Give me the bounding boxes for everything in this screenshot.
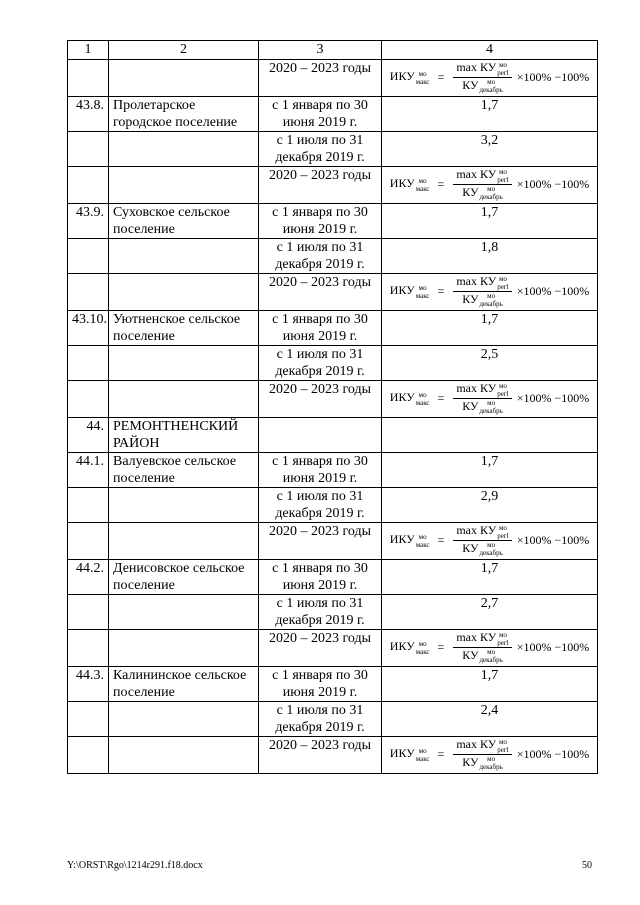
formula-lhs-sub: макс xyxy=(415,540,430,549)
settlement-name: Денисовское сельское поселение xyxy=(109,560,259,595)
formula-denominator xyxy=(459,541,506,557)
row-number xyxy=(68,737,109,774)
period: с 1 июля по 31 декабря 2019 г. xyxy=(259,132,382,167)
formula-tail: ×100% −100% xyxy=(516,532,590,547)
table-row xyxy=(68,167,598,204)
formula-lhs-indices xyxy=(416,391,430,407)
period: 2020 – 2023 годы xyxy=(259,737,382,774)
footer-file-path: Y:\ORST\Rgo\1214r291.f18.docx xyxy=(67,860,203,871)
formula-lhs xyxy=(390,282,430,299)
table-row xyxy=(68,204,598,239)
formula-num-text: max КУ xyxy=(456,60,497,75)
settlement-name xyxy=(109,274,259,311)
row-number: 44.3. xyxy=(68,667,109,702)
index-value: 1,8 xyxy=(382,239,598,274)
formula-den-indices xyxy=(479,185,502,201)
formula-den-text: КУ xyxy=(462,184,479,199)
settlement-name xyxy=(109,60,259,97)
formula-lhs-sub: макс xyxy=(415,184,430,193)
formula-equals: = xyxy=(437,746,445,761)
index-value xyxy=(382,274,598,311)
formula-numerator xyxy=(453,167,511,184)
period: 2020 – 2023 годы xyxy=(259,60,382,97)
formula-numerator xyxy=(453,381,511,398)
formula-num-text: max КУ xyxy=(456,630,497,645)
index-value: 2,9 xyxy=(382,488,598,523)
formula-lhs-sub: макс xyxy=(415,647,430,656)
index-value: 1,7 xyxy=(382,204,598,239)
index-value xyxy=(382,418,598,453)
settlement-name xyxy=(109,346,259,381)
formula-lhs xyxy=(390,68,430,85)
row-number xyxy=(68,523,109,560)
formula-den-sub: декабрь xyxy=(479,299,503,308)
formula-tail: ×100% −100% xyxy=(516,283,590,298)
settlement-name xyxy=(109,488,259,523)
index-value: 1,7 xyxy=(382,453,598,488)
formula-den-indices xyxy=(479,78,502,94)
formula-tail: ×100% −100% xyxy=(516,69,590,84)
formula-fraction xyxy=(453,381,511,415)
formula-lhs xyxy=(390,531,430,548)
header-col-4: 4 xyxy=(382,41,598,60)
formula-lhs-text: ИКУ xyxy=(389,746,415,761)
formula-lhs-sub: макс xyxy=(415,77,430,86)
settlement-name xyxy=(109,239,259,274)
tariff-table xyxy=(67,40,598,774)
row-number xyxy=(68,702,109,737)
row-number: 43.9. xyxy=(68,204,109,239)
table-row xyxy=(68,595,598,630)
formula-num-text: max КУ xyxy=(456,381,497,396)
table-row xyxy=(68,381,598,418)
settlement-name xyxy=(109,595,259,630)
formula-denominator xyxy=(459,185,506,201)
row-number xyxy=(68,167,109,204)
formula-lhs-sup: мо xyxy=(418,639,427,648)
formula-tail: ×100% −100% xyxy=(516,390,590,405)
formula-numerator xyxy=(453,630,511,647)
table-row xyxy=(68,488,598,523)
index-value xyxy=(382,60,598,97)
index-value: 3,2 xyxy=(382,132,598,167)
formula-num-text: max КУ xyxy=(456,523,497,538)
row-number xyxy=(68,132,109,167)
formula-numerator xyxy=(453,523,511,540)
period: 2020 – 2023 годы xyxy=(259,167,382,204)
formula-lhs xyxy=(390,638,430,655)
formula-num-indices xyxy=(497,275,508,291)
table-row xyxy=(68,274,598,311)
period: с 1 января по 30 июня 2019 г. xyxy=(259,560,382,595)
formula-den-indices xyxy=(479,648,502,664)
settlement-name xyxy=(109,132,259,167)
formula-num-indices xyxy=(497,524,508,540)
formula-den-sup: мо xyxy=(487,291,496,300)
period: с 1 января по 30 июня 2019 г. xyxy=(259,204,382,239)
settlement-name: Уютненское сельское поселение xyxy=(109,311,259,346)
formula-den-text: КУ xyxy=(462,291,479,306)
table-header-row xyxy=(68,41,598,60)
formula-num-sup: мо xyxy=(499,737,507,746)
period xyxy=(259,418,382,453)
formula-num-text: max КУ xyxy=(456,737,497,752)
table-row xyxy=(68,453,598,488)
formula-den-sup: мо xyxy=(487,540,496,549)
formula-num-sup: мо xyxy=(499,630,507,639)
row-number: 43.10. xyxy=(68,311,109,346)
header-col-1: 1 xyxy=(68,41,109,60)
settlement-name xyxy=(109,630,259,667)
settlement-name: Калининское сельское поселение xyxy=(109,667,259,702)
formula-lhs xyxy=(390,175,430,192)
row-number xyxy=(68,274,109,311)
formula-num-text: max КУ xyxy=(456,167,497,182)
page-number: 50 xyxy=(582,860,592,871)
index-value xyxy=(382,167,598,204)
formula-num-sub: регl xyxy=(497,282,509,291)
index-value: 2,5 xyxy=(382,346,598,381)
formula-lhs-text: ИКУ xyxy=(389,283,415,298)
period: с 1 января по 30 июня 2019 г. xyxy=(259,453,382,488)
formula-numerator xyxy=(453,60,511,77)
formula-tail: ×100% −100% xyxy=(516,639,590,654)
formula-den-text: КУ xyxy=(462,647,479,662)
table-row xyxy=(68,97,598,132)
period: с 1 января по 30 июня 2019 г. xyxy=(259,311,382,346)
table-row xyxy=(68,702,598,737)
formula-den-sup: мо xyxy=(487,77,496,86)
formula-num-sub: регl xyxy=(497,531,509,540)
formula-denominator xyxy=(459,755,506,771)
table-row xyxy=(68,418,598,453)
settlement-name: Валуевское сельское поселение xyxy=(109,453,259,488)
formula-denominator xyxy=(459,292,506,308)
formula-num-text: max КУ xyxy=(456,274,497,289)
period: с 1 июля по 31 декабря 2019 г. xyxy=(259,346,382,381)
index-value xyxy=(382,737,598,774)
period: с 1 июля по 31 декабря 2019 г. xyxy=(259,488,382,523)
formula-den-text: КУ xyxy=(462,77,479,92)
formula-lhs-indices xyxy=(416,284,430,300)
formula-den-sub: декабрь xyxy=(479,548,503,557)
index-value: 2,4 xyxy=(382,702,598,737)
formula-den-text: КУ xyxy=(462,754,479,769)
formula-tail: ×100% −100% xyxy=(516,746,590,761)
formula-fraction xyxy=(453,523,511,557)
period: 2020 – 2023 годы xyxy=(259,630,382,667)
settlement-name xyxy=(109,737,259,774)
formula-num-indices xyxy=(497,61,508,77)
formula-denominator xyxy=(459,399,506,415)
formula-fraction xyxy=(453,630,511,664)
formula-den-text: КУ xyxy=(462,398,479,413)
row-number xyxy=(68,60,109,97)
formula-den-sup: мо xyxy=(487,398,496,407)
index-value: 1,7 xyxy=(382,97,598,132)
table-row xyxy=(68,630,598,667)
formula-lhs-indices xyxy=(416,70,430,86)
formula-den-sub: декабрь xyxy=(479,762,503,771)
row-number xyxy=(68,239,109,274)
index-value: 2,7 xyxy=(382,595,598,630)
formula-den-indices xyxy=(479,292,502,308)
formula-numerator xyxy=(453,737,511,754)
table-row xyxy=(68,523,598,560)
formula-denominator xyxy=(459,648,506,664)
formula-num-indices xyxy=(497,631,508,647)
formula-ikumax xyxy=(386,276,593,306)
table-row xyxy=(68,132,598,167)
period: с 1 января по 30 июня 2019 г. xyxy=(259,97,382,132)
formula-lhs-sup: мо xyxy=(418,176,427,185)
period: 2020 – 2023 годы xyxy=(259,381,382,418)
period: 2020 – 2023 годы xyxy=(259,274,382,311)
formula-lhs xyxy=(390,389,430,406)
formula-lhs-sup: мо xyxy=(418,532,427,541)
formula-lhs-indices xyxy=(416,640,430,656)
formula-den-indices xyxy=(479,399,502,415)
formula-ikumax xyxy=(386,169,593,199)
formula-fraction xyxy=(453,737,511,771)
formula-lhs-sub: макс xyxy=(415,754,430,763)
formula-num-sub: регl xyxy=(497,745,509,754)
formula-den-sub: декабрь xyxy=(479,406,503,415)
settlement-name xyxy=(109,523,259,560)
period: 2020 – 2023 годы xyxy=(259,523,382,560)
period: с 1 июля по 31 декабря 2019 г. xyxy=(259,239,382,274)
formula-lhs-sup: мо xyxy=(418,746,427,755)
formula-den-sup: мо xyxy=(487,754,496,763)
formula-lhs-sup: мо xyxy=(418,390,427,399)
header-col-2: 2 xyxy=(109,41,259,60)
table-row xyxy=(68,311,598,346)
formula-lhs-sup: мо xyxy=(418,283,427,292)
period: с 1 января по 30 июня 2019 г. xyxy=(259,667,382,702)
formula-equals: = xyxy=(437,69,445,84)
table-row xyxy=(68,60,598,97)
settlement-name xyxy=(109,381,259,418)
formula-num-sub: регl xyxy=(497,175,509,184)
formula-den-sup: мо xyxy=(487,184,496,193)
formula-den-sub: декабрь xyxy=(479,192,503,201)
table-row xyxy=(68,667,598,702)
formula-fraction xyxy=(453,167,511,201)
formula-den-indices xyxy=(479,755,502,771)
formula-lhs-sub: макс xyxy=(415,291,430,300)
table-row xyxy=(68,737,598,774)
formula-num-sub: регl xyxy=(497,389,509,398)
row-number xyxy=(68,488,109,523)
formula-tail: ×100% −100% xyxy=(516,176,590,191)
index-value xyxy=(382,381,598,418)
formula-lhs-indices xyxy=(416,533,430,549)
formula-ikumax xyxy=(386,62,593,92)
row-number: 44. xyxy=(68,418,109,453)
formula-den-sub: декабрь xyxy=(479,85,503,94)
row-number: 43.8. xyxy=(68,97,109,132)
formula-lhs-text: ИКУ xyxy=(389,532,415,547)
formula-lhs-indices xyxy=(416,747,430,763)
formula-num-indices xyxy=(497,738,508,754)
row-number: 44.2. xyxy=(68,560,109,595)
settlement-name xyxy=(109,702,259,737)
formula-equals: = xyxy=(437,390,445,405)
formula-ikumax xyxy=(386,739,593,769)
index-value: 1,7 xyxy=(382,311,598,346)
settlement-name xyxy=(109,167,259,204)
formula-den-text: КУ xyxy=(462,540,479,555)
index-value: 1,7 xyxy=(382,667,598,702)
formula-lhs-text: ИКУ xyxy=(389,176,415,191)
formula-num-sub: регl xyxy=(497,68,509,77)
formula-num-sup: мо xyxy=(499,274,507,283)
formula-equals: = xyxy=(437,176,445,191)
formula-den-sup: мо xyxy=(487,647,496,656)
formula-fraction xyxy=(453,60,511,94)
formula-ikumax xyxy=(386,383,593,413)
formula-numerator xyxy=(453,274,511,291)
row-number xyxy=(68,595,109,630)
formula-den-sub: декабрь xyxy=(479,655,503,664)
formula-equals: = xyxy=(437,532,445,547)
index-value xyxy=(382,523,598,560)
formula-fraction xyxy=(453,274,511,308)
settlement-name: РЕМОНТНЕНСКИЙ РАЙОН xyxy=(109,418,259,453)
index-value: 1,7 xyxy=(382,560,598,595)
formula-lhs xyxy=(390,745,430,762)
formula-equals: = xyxy=(437,639,445,654)
formula-denominator xyxy=(459,78,506,94)
period: с 1 июля по 31 декабря 2019 г. xyxy=(259,595,382,630)
formula-num-sub: регl xyxy=(497,638,509,647)
formula-ikumax xyxy=(386,525,593,555)
formula-equals: = xyxy=(437,283,445,298)
formula-num-indices xyxy=(497,382,508,398)
index-value xyxy=(382,630,598,667)
formula-num-sup: мо xyxy=(499,60,507,69)
row-number: 44.1. xyxy=(68,453,109,488)
formula-num-indices xyxy=(497,168,508,184)
formula-ikumax xyxy=(386,632,593,662)
formula-den-indices xyxy=(479,541,502,557)
formula-lhs-text: ИКУ xyxy=(389,69,415,84)
header-col-3: 3 xyxy=(259,41,382,60)
formula-lhs-indices xyxy=(416,177,430,193)
row-number xyxy=(68,630,109,667)
formula-lhs-text: ИКУ xyxy=(389,639,415,654)
row-number xyxy=(68,381,109,418)
formula-lhs-text: ИКУ xyxy=(389,390,415,405)
formula-num-sup: мо xyxy=(499,523,507,532)
row-number xyxy=(68,346,109,381)
period: с 1 июля по 31 декабря 2019 г. xyxy=(259,702,382,737)
table-row xyxy=(68,239,598,274)
settlement-name: Суховское сельское поселение xyxy=(109,204,259,239)
formula-num-sup: мо xyxy=(499,167,507,176)
table-row xyxy=(68,346,598,381)
settlement-name: Пролетарское городское поселение xyxy=(109,97,259,132)
formula-num-sup: мо xyxy=(499,381,507,390)
formula-lhs-sup: мо xyxy=(418,69,427,78)
table-row xyxy=(68,560,598,595)
formula-lhs-sub: макс xyxy=(415,398,430,407)
